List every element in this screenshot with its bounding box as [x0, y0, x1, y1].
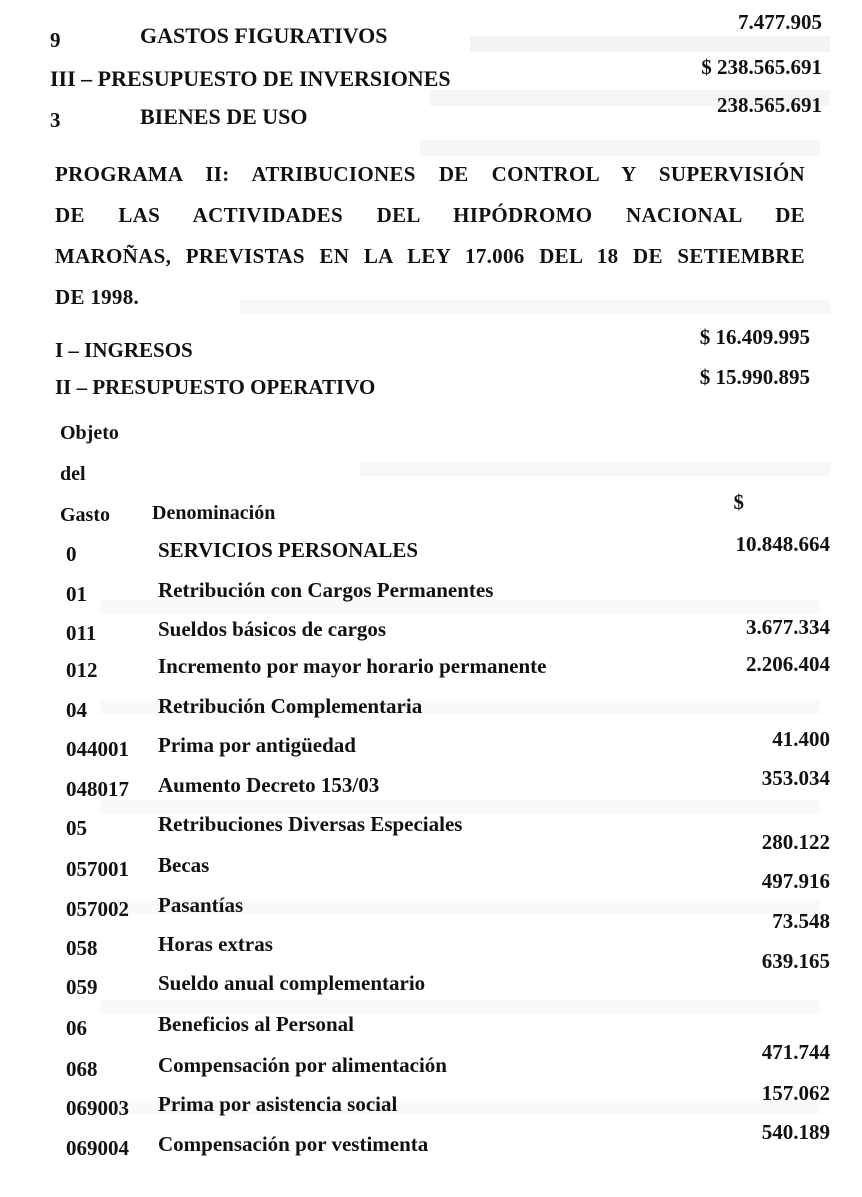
row-amount: 639.165 [761, 949, 830, 973]
row-label: Prima por asistencia social [158, 1092, 398, 1116]
header-currency: $ [733, 490, 744, 514]
row-amount: 540.189 [761, 1120, 830, 1144]
top-row-3-code: 3 [50, 108, 61, 132]
row-amount: 10.848.664 [735, 532, 830, 556]
row-label: Pasantías [158, 893, 244, 917]
header-denominacion: Denominación [152, 502, 276, 524]
row-code: 068 [66, 1057, 98, 1081]
row-code: 057002 [66, 897, 129, 921]
row-label: Prima por antigüedad [158, 733, 356, 757]
top-row-1-code: 9 [50, 28, 61, 52]
row-code: 057001 [66, 857, 129, 881]
row-label: Sueldos básicos de cargos [158, 617, 387, 641]
row-label: Beneficios al Personal [158, 1012, 354, 1036]
row-amount: 497.916 [761, 869, 830, 893]
row-amount: 73.548 [772, 909, 830, 933]
top-row-2-amount: $ 238.565.691 [701, 55, 822, 79]
row-label: Horas extras [158, 932, 273, 956]
row-label: Aumento Decreto 153/03 [158, 773, 380, 797]
header-del: del [60, 463, 86, 485]
row-label: Becas [158, 853, 210, 877]
row-label: Incremento por mayor horario permanente [158, 654, 547, 678]
row-code: 048017 [66, 777, 129, 801]
row-amount: 2.206.404 [746, 652, 830, 676]
top-row-2-label: III – PRESUPUESTO DE INVERSIONES [50, 66, 451, 91]
program-heading-line-1: PROGRAMA II: ATRIBUCIONES DE CONTROL Y SUPERVISIÓN [55, 162, 805, 186]
row-amount: 280.122 [761, 830, 830, 854]
presupuesto-operativo-amount: $ 15.990.895 [699, 365, 810, 389]
top-row-3-amount: 238.565.691 [717, 93, 822, 117]
header-objeto: Objeto [60, 422, 119, 444]
row-amount: 471.744 [761, 1040, 830, 1064]
row-amount: 3.677.334 [746, 615, 830, 639]
row-amount: 353.034 [761, 766, 830, 790]
row-label: Compensación por vestimenta [158, 1132, 429, 1156]
header-gasto: Gasto [60, 504, 110, 526]
row-code: 012 [66, 658, 98, 682]
top-row-1-label: GASTOS FIGURATIVOS [140, 23, 388, 48]
program-heading [55, 162, 805, 326]
program-heading-line-2: DE LAS ACTIVIDADES DEL HIPÓDROMO NACIONAL DE [55, 203, 805, 227]
row-code: 05 [66, 816, 87, 840]
row-code: 058 [66, 936, 98, 960]
presupuesto-operativo-label: II – PRESUPUESTO OPERATIVO [55, 375, 376, 399]
row-code: 06 [66, 1016, 87, 1040]
row-code: 0 [66, 542, 77, 566]
ingresos-label: I – INGRESOS [55, 338, 193, 362]
ingresos-amount: $ 16.409.995 [699, 325, 810, 349]
row-code: 04 [66, 698, 87, 722]
row-label: Compensación por alimentación [158, 1053, 447, 1077]
top-row-1-amount: 7.477.905 [738, 10, 822, 34]
row-label: Retribuciones Diversas Especiales [158, 812, 463, 836]
row-code: 069003 [66, 1096, 129, 1120]
row-label: Retribución Complementaria [158, 694, 423, 718]
top-row-3-label: BIENES DE USO [140, 104, 308, 129]
row-amount: 41.400 [772, 727, 830, 751]
row-code: 01 [66, 582, 87, 606]
row-label: Retribución con Cargos Permanentes [158, 578, 494, 602]
row-code: 044001 [66, 737, 129, 761]
row-code: 059 [66, 975, 98, 999]
row-label: SERVICIOS PERSONALES [158, 538, 419, 562]
program-heading-line-4: DE 1998. [55, 285, 140, 309]
row-amount: 157.062 [761, 1081, 830, 1105]
row-code: 011 [66, 621, 97, 645]
row-code: 069004 [66, 1136, 129, 1160]
row-label: Sueldo anual complementario [158, 971, 426, 995]
program-heading-line-3: MAROÑAS, PREVISTAS EN LA LEY 17.006 DEL 18 DE SETIEMBRE [55, 244, 805, 268]
